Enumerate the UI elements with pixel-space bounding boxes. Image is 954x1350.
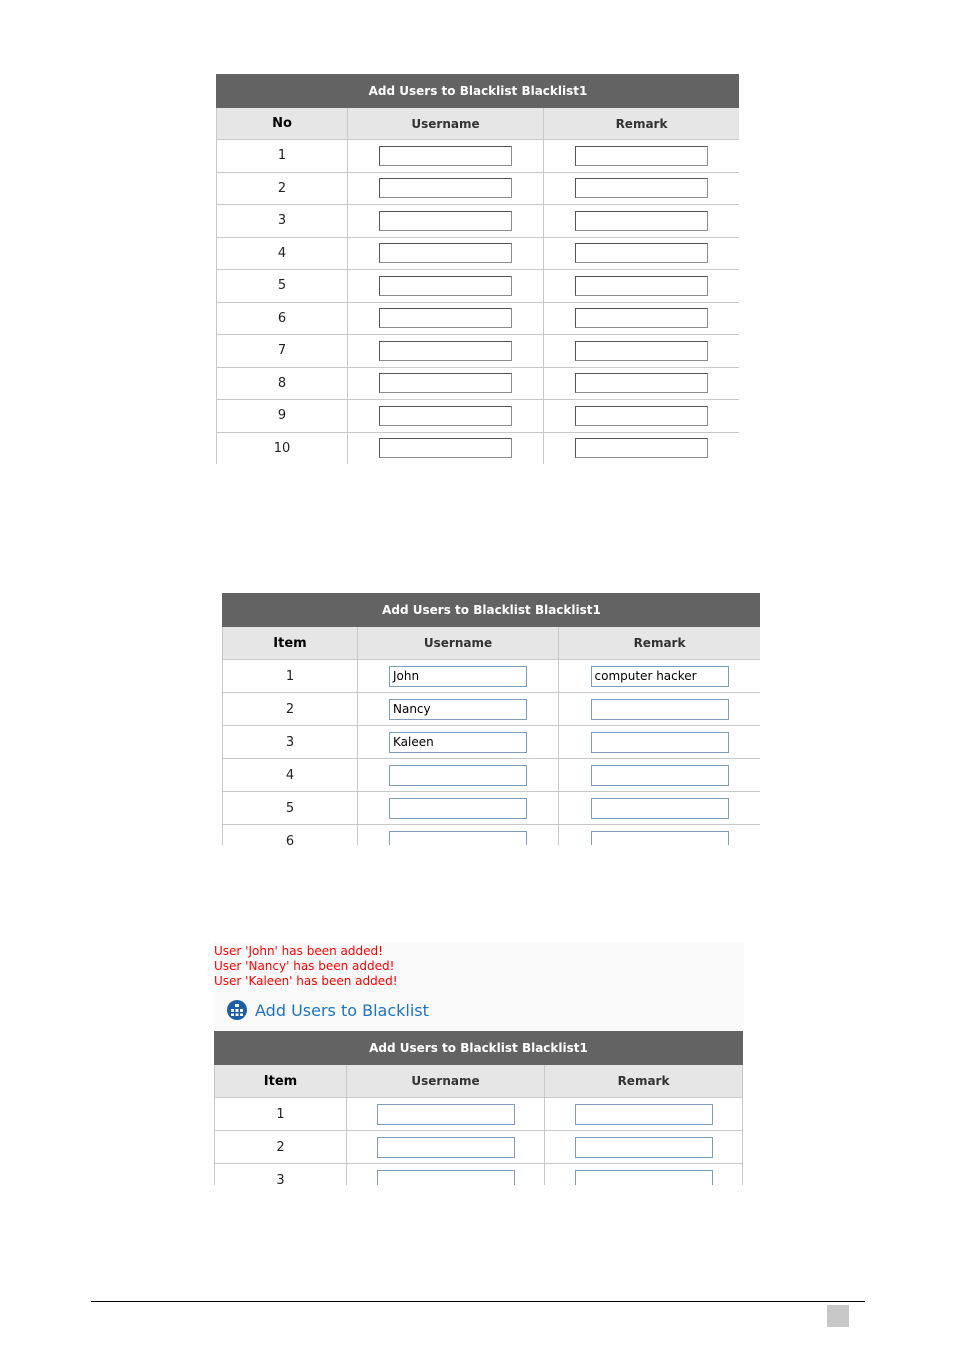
column-header-username: Username <box>358 627 559 660</box>
remark-input[interactable] <box>591 798 729 819</box>
remark-input[interactable] <box>575 211 708 231</box>
table-row <box>223 726 761 759</box>
username-input[interactable] <box>379 243 512 263</box>
message-area <box>214 942 744 1037</box>
remark-input[interactable] <box>575 1170 713 1186</box>
remark-input[interactable] <box>591 831 729 846</box>
page-number-box <box>827 1305 849 1327</box>
row-number: 9 <box>217 400 348 433</box>
row-number: 3 <box>215 1164 347 1186</box>
table-row <box>217 140 740 173</box>
table-row <box>215 1131 743 1164</box>
username-input[interactable] <box>377 1104 515 1125</box>
remark-input[interactable] <box>591 765 729 786</box>
username-input[interactable]: Kaleen <box>389 732 527 753</box>
username-input[interactable] <box>389 765 527 786</box>
table-row <box>217 432 740 464</box>
row-number: 3 <box>223 726 358 759</box>
username-input[interactable] <box>379 406 512 426</box>
row-number: 2 <box>215 1131 347 1164</box>
username-input[interactable] <box>379 438 512 458</box>
table-row <box>217 400 740 433</box>
username-input[interactable] <box>377 1137 515 1158</box>
row-number: 4 <box>217 237 348 270</box>
section-heading <box>227 998 429 1022</box>
table-row <box>217 172 740 205</box>
table-title: Add Users to Blacklist Blacklist1 <box>215 1032 743 1065</box>
blacklist-table-panel-2 <box>222 593 760 845</box>
username-input[interactable] <box>379 146 512 166</box>
table-row <box>217 205 740 238</box>
row-number: 6 <box>223 825 358 846</box>
remark-input[interactable] <box>575 438 708 458</box>
table-row <box>217 335 740 368</box>
remark-input[interactable] <box>575 406 708 426</box>
network-icon <box>227 1000 247 1020</box>
remark-input[interactable] <box>575 1104 713 1125</box>
column-header-no: No <box>217 108 348 140</box>
row-number: 6 <box>217 302 348 335</box>
column-header-item: Item <box>223 627 358 660</box>
blacklist-table <box>222 593 760 845</box>
table-row <box>215 1098 743 1131</box>
table-row <box>223 693 761 726</box>
table-title: Add Users to Blacklist Blacklist1 <box>223 594 761 627</box>
username-input[interactable]: Nancy <box>389 699 527 720</box>
table-row <box>215 1164 743 1186</box>
row-number: 2 <box>223 693 358 726</box>
row-number: 5 <box>223 792 358 825</box>
username-input[interactable] <box>379 308 512 328</box>
remark-input[interactable] <box>575 146 708 166</box>
row-number: 1 <box>217 140 348 173</box>
success-message: User 'Kaleen' has been added! <box>214 974 398 988</box>
table-row <box>223 759 761 792</box>
row-number: 7 <box>217 335 348 368</box>
remark-input[interactable] <box>591 699 729 720</box>
table-title: Add Users to Blacklist Blacklist1 <box>217 75 740 108</box>
table-row <box>223 792 761 825</box>
remark-input[interactable] <box>575 178 708 198</box>
remark-input[interactable] <box>575 276 708 296</box>
row-number: 10 <box>217 432 348 464</box>
username-input[interactable] <box>379 178 512 198</box>
section-title: Add Users to Blacklist <box>255 1000 429 1020</box>
username-input[interactable] <box>389 831 527 846</box>
username-input[interactable] <box>379 373 512 393</box>
username-input[interactable] <box>379 276 512 296</box>
blacklist-table <box>216 74 739 464</box>
row-number: 4 <box>223 759 358 792</box>
footer-divider <box>91 1301 865 1302</box>
table-row <box>217 367 740 400</box>
column-header-remark: Remark <box>559 627 761 660</box>
column-header-item: Item <box>215 1065 347 1098</box>
table-row <box>217 237 740 270</box>
table-row <box>223 660 761 693</box>
username-input[interactable] <box>389 798 527 819</box>
table-row <box>217 270 740 303</box>
table-row <box>217 302 740 335</box>
remark-input[interactable] <box>575 243 708 263</box>
username-input[interactable] <box>377 1170 515 1186</box>
row-number: 3 <box>217 205 348 238</box>
username-input[interactable]: John <box>389 666 527 687</box>
remark-input[interactable] <box>575 341 708 361</box>
row-number: 8 <box>217 367 348 400</box>
success-message: User 'John' has been added! <box>214 944 383 958</box>
success-message: User 'Nancy' has been added! <box>214 959 395 973</box>
remark-input[interactable] <box>575 1137 713 1158</box>
column-header-remark: Remark <box>544 108 740 140</box>
blacklist-table <box>214 1031 743 1185</box>
remark-input[interactable] <box>575 373 708 393</box>
column-header-username: Username <box>347 1065 545 1098</box>
row-number: 1 <box>223 660 358 693</box>
row-number: 1 <box>215 1098 347 1131</box>
remark-input[interactable] <box>591 732 729 753</box>
remark-input[interactable] <box>575 308 708 328</box>
table-row <box>223 825 761 846</box>
column-header-remark: Remark <box>545 1065 743 1098</box>
remark-input[interactable]: computer hacker <box>591 666 729 687</box>
blacklist-result-panel <box>214 942 744 1185</box>
username-input[interactable] <box>379 211 512 231</box>
row-number: 5 <box>217 270 348 303</box>
row-number: 2 <box>217 172 348 205</box>
blacklist-table-panel-1 <box>216 74 739 464</box>
column-header-username: Username <box>348 108 544 140</box>
username-input[interactable] <box>379 341 512 361</box>
